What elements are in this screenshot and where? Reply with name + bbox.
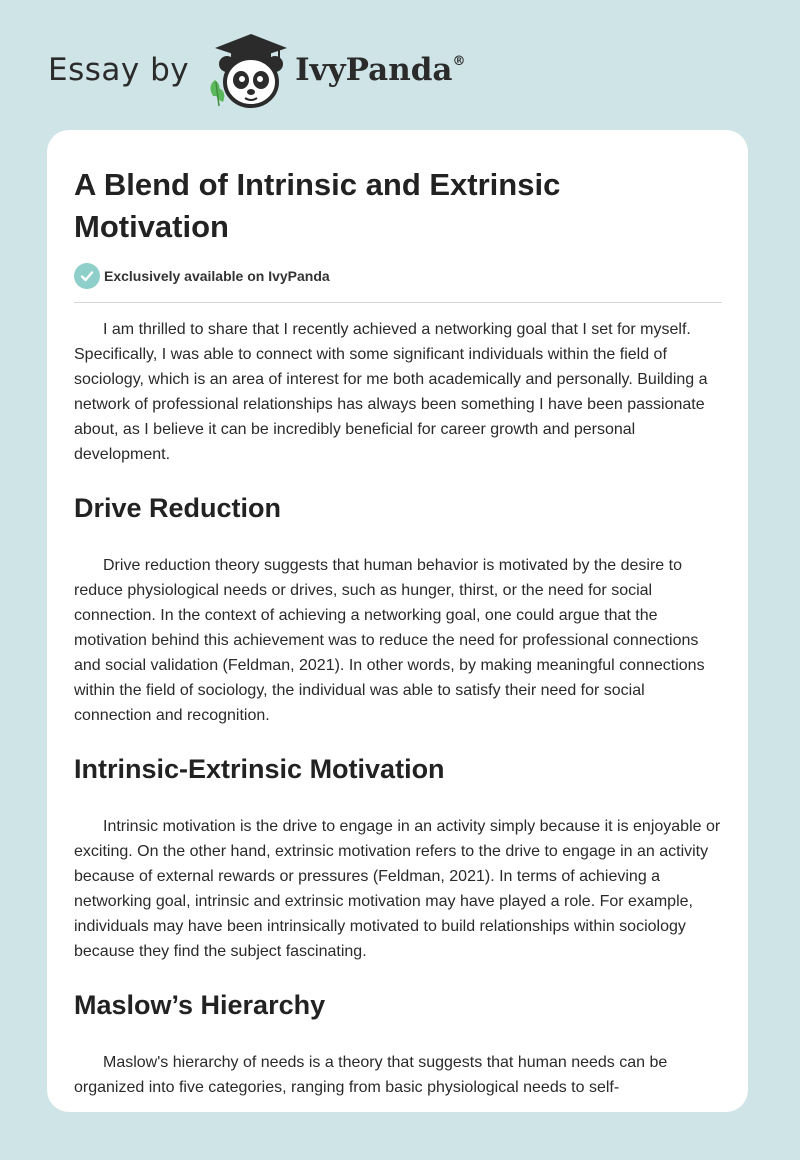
panda-graduate-logo-icon[interactable] xyxy=(203,30,293,110)
section-paragraph-intrinsic-extrinsic: Intrinsic motivation is the drive to engage in an activity simply because it is enjoyable or exciting. On the other hand, extrinsic motivation refers to the drive to engage in an activity because of external rewards or pressures (Feldman, 2021). In terms of achieving a networking goal, intrinsic and extrinsic motivation may have played a role. For example, individuals may have been intrinsically motivated to build relationships within sociology because they find the subject fascinating. xyxy=(74,818,721,960)
section-paragraph-maslow: Maslow's hierarchy of needs is a theory that suggests that human needs can be organized into five categories, ranging from basic physiological needs to self- xyxy=(74,1054,668,1096)
intro-paragraph: I am thrilled to share that I recently achieved a networking goal that I set for myself. Specifically, I was able to connect with some significant individuals within the field of sociology, which is an area of interest for me both academically and personally. Building a network of professional relationships has always been something I have been passionate about, as I believe it can be incredibly beneficial for career growth and personal development. xyxy=(74,321,708,463)
essay-by-label: Essay by xyxy=(48,52,190,88)
check-circle-icon xyxy=(74,263,100,289)
section-paragraph-drive-reduction: Drive reduction theory suggests that human behavior is motivated by the desire to reduce physiological needs or drives, such as hunger, thirst, or the need for social connection. In the context of achieving a networking goal, one could argue that the motivation behind this achievement was to reduce the need for professional connections and social validation (Feldman, 2021). In other words, by making meaningful connections within the field of sociology, the individual was able to satisfy their need for social connection and recognition. xyxy=(74,557,705,724)
exclusive-label: Exclusively available on IvyPanda xyxy=(104,268,330,284)
essay-card xyxy=(47,130,748,1112)
page-title: A Blend of Intrinsic and Extrinsic Motivation xyxy=(74,167,561,244)
section-heading-intrinsic-extrinsic: Intrinsic-Extrinsic Motivation xyxy=(74,754,445,784)
section-heading-drive-reduction: Drive Reduction xyxy=(74,493,282,523)
brand-name[interactable]: IvyPanda® xyxy=(295,52,466,88)
section-heading-maslow: Maslow’s Hierarchy xyxy=(74,990,326,1020)
exclusive-badge xyxy=(74,262,722,303)
site-header xyxy=(48,30,648,110)
